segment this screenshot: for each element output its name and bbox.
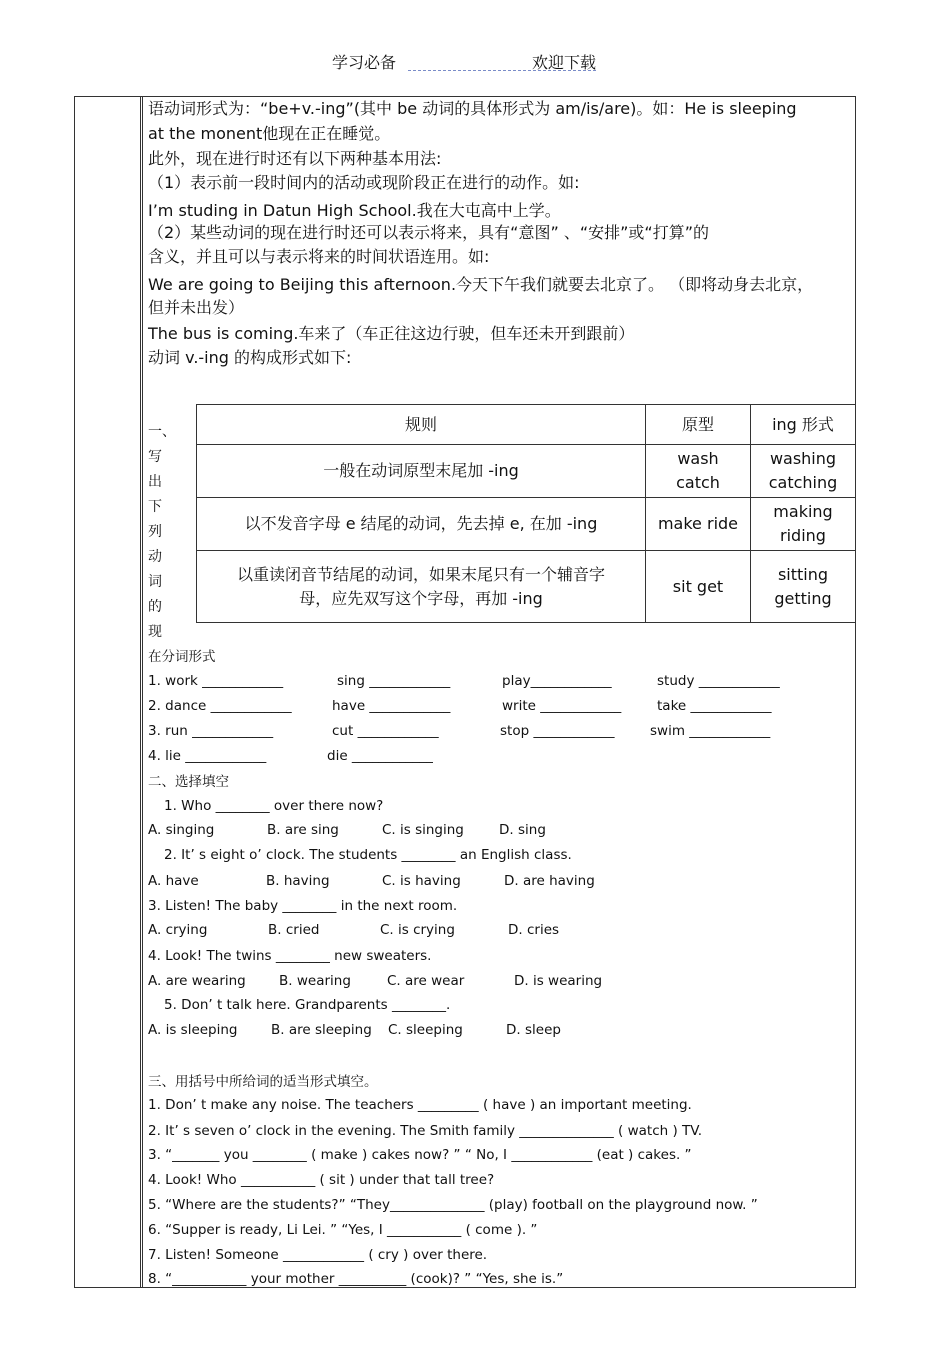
option: C. sleeping (388, 1022, 463, 1038)
ing-rules-table (196, 404, 856, 623)
option: A. singing (148, 822, 215, 838)
column-divider (140, 96, 141, 1288)
title-char: 现 (148, 624, 162, 640)
exercise-item: cut ____________ (332, 723, 439, 739)
header-rule: 规则 (197, 405, 646, 445)
ing-text: making (773, 502, 833, 521)
table-row (197, 498, 856, 551)
title-char: 的 (148, 599, 162, 615)
page-header (332, 46, 596, 72)
title-char: 出 (148, 474, 162, 490)
intro-line: We are going to Beijing this afternoon.今天下午我们就要去北京了。 （即将动身去北京， (148, 275, 814, 294)
intro-line: at the monent他现在正在睡觉。 (148, 124, 391, 143)
base-cell (646, 445, 751, 498)
rule-text: 以不发音字母 e 结尾的动词，先去掉 e, 在加 -ing (244, 514, 598, 533)
question: 2. It’ s eight o’ clock. The students ________ an English class. (164, 847, 572, 863)
exercise-item: play____________ (502, 673, 612, 689)
option: B. are sing (267, 822, 339, 838)
option: D. is wearing (514, 973, 603, 989)
fill-line: 8. “___________ your mother __________ (cook)? ” “Yes, she is.” (148, 1271, 564, 1287)
rule-cell (197, 445, 646, 498)
option: D. sleep (506, 1022, 561, 1038)
base-text: make ride (657, 514, 739, 533)
rule-text: 一般在动词原型末尾加 -ing (323, 461, 519, 480)
title-char: 词 (148, 574, 162, 590)
header-ing: ing 形式 (751, 405, 856, 445)
fill-line: 7. Listen! Someone ____________ ( cry ) over there. (148, 1247, 488, 1263)
exercise-item: have ____________ (332, 698, 451, 714)
header-right: 欢迎下载 (531, 53, 596, 72)
exercise-item: 2. dance ____________ (148, 698, 292, 714)
intro-line: 含义，并且可以与表示将来的时间状语连用。如: (148, 247, 490, 266)
title-char: 一、 (148, 424, 176, 440)
intro-line: I’m studing in Datun High School.我在大屯高中上学。 (148, 201, 561, 220)
title-char: 列 (148, 524, 162, 540)
option: A. crying (148, 922, 208, 938)
question: 5. Don’ t talk here. Grandparents ________. (164, 997, 451, 1013)
table-row (197, 445, 856, 498)
base-cell (646, 498, 751, 551)
title-char: 写 (148, 449, 162, 465)
question: 3. Listen! The baby ________ in the next room. (148, 898, 458, 914)
exercise-item: stop ____________ (500, 723, 615, 739)
ing-cell (751, 445, 856, 498)
option: B. are sleeping (271, 1022, 372, 1038)
exercise-item: 3. run ____________ (148, 723, 274, 739)
option: D. cries (508, 922, 560, 938)
exercise-item: write ____________ (502, 698, 622, 714)
section3-title: 三、用括号中所给词的适当形式填空。 (148, 1074, 378, 1090)
section1-title-vertical (148, 420, 176, 645)
exercise-item: take ____________ (657, 698, 772, 714)
intro-line: 但并未出发） (148, 298, 245, 317)
table-row (197, 551, 856, 623)
header-left: 学习必备 (332, 53, 397, 72)
exercise-item: sing ____________ (337, 673, 451, 689)
exercise-item: die ____________ (327, 748, 433, 764)
header-underline (408, 70, 596, 71)
ing-text: sitting (777, 564, 829, 584)
base-text: catch (676, 473, 720, 492)
fill-line: 3. “_______ you ________ ( make ) cakes now? ” “ No, I ____________ (eat ) cakes. ” (148, 1147, 692, 1163)
rule-cell (197, 551, 646, 623)
ing-text: getting (774, 588, 832, 608)
ing-cell (751, 551, 856, 623)
ing-text: riding (780, 526, 826, 545)
option: D. are having (504, 873, 595, 889)
intro-line: 此外，现在进行时还有以下两种基本用法: (148, 149, 442, 168)
option: C. is having (382, 873, 461, 889)
base-cell (646, 551, 751, 623)
rule-text: 以重读闭音节结尾的动词，如果末尾只有一个辅音字 (236, 564, 605, 584)
option: B. having (266, 873, 330, 889)
question: 4. Look! The twins ________ new sweaters. (148, 948, 432, 964)
option: C. is crying (380, 922, 455, 938)
intro-line: The bus is coming.车来了（车正往这边行驶，但车还未开到跟前） (148, 324, 635, 343)
title-char: 下 (148, 499, 162, 515)
fill-line: 2. It’ s seven o’ clock in the evening. The Smith family ______________ ( watch ) TV. (148, 1123, 703, 1139)
option: C. are wear (387, 973, 465, 989)
exercise-item: 1. work ____________ (148, 673, 284, 689)
fill-line: 6. “Supper is ready, Li Lei. ” “Yes, I ___________ ( come ). ” (148, 1222, 538, 1238)
exercise-item: swim ____________ (650, 723, 771, 739)
rule-cell (197, 498, 646, 551)
rule-text: 母，应先双写这个字母，再加 -ing (299, 588, 543, 608)
base-text: sit get (672, 576, 724, 596)
intro-line: 动词 v.-ing 的构成形式如下: (148, 348, 352, 367)
section1-title-tail: 在分词形式 (148, 649, 216, 665)
intro-line: （1）表示前一段时间内的活动或现阶段正在进行的动作。如: (148, 173, 580, 192)
fill-line: 4. Look! Who ___________ ( sit ) under that tall tree? (148, 1172, 495, 1188)
title-char: 动 (148, 549, 162, 565)
option: A. is sleeping (148, 1022, 238, 1038)
option: C. is singing (382, 822, 464, 838)
ing-cell (751, 498, 856, 551)
option: A. are wearing (148, 973, 246, 989)
table-header-row (197, 405, 856, 445)
question: 1. Who ________ over there now? (164, 798, 384, 814)
option: A. have (148, 873, 199, 889)
intro-line: 语动词形式为：“be+v.-ing”(其中 be 动词的具体形式为 am/is/are)。如：He is sleeping (148, 99, 797, 118)
intro-line: （2）某些动词的现在进行时还可以表示将来，具有“意图” 、“安排”或“打算”的 (148, 223, 710, 242)
column-divider-inner (142, 96, 143, 1288)
option: B. wearing (279, 973, 351, 989)
ing-text: catching (768, 473, 838, 492)
ing-text: washing (769, 449, 837, 468)
base-text: wash (677, 449, 719, 468)
header-base: 原型 (646, 405, 751, 445)
option: B. cried (268, 922, 320, 938)
exercise-item: study ____________ (657, 673, 780, 689)
section2-title: 二、选择填空 (148, 774, 229, 790)
option: D. sing (499, 822, 546, 838)
fill-line: 1. Don’ t make any noise. The teachers _________ ( have ) an important meeting. (148, 1097, 692, 1113)
fill-line: 5. “Where are the students?” “They______________ (play) football on the playground now. ” (148, 1197, 758, 1213)
exercise-item: 4. lie ____________ (148, 748, 267, 764)
